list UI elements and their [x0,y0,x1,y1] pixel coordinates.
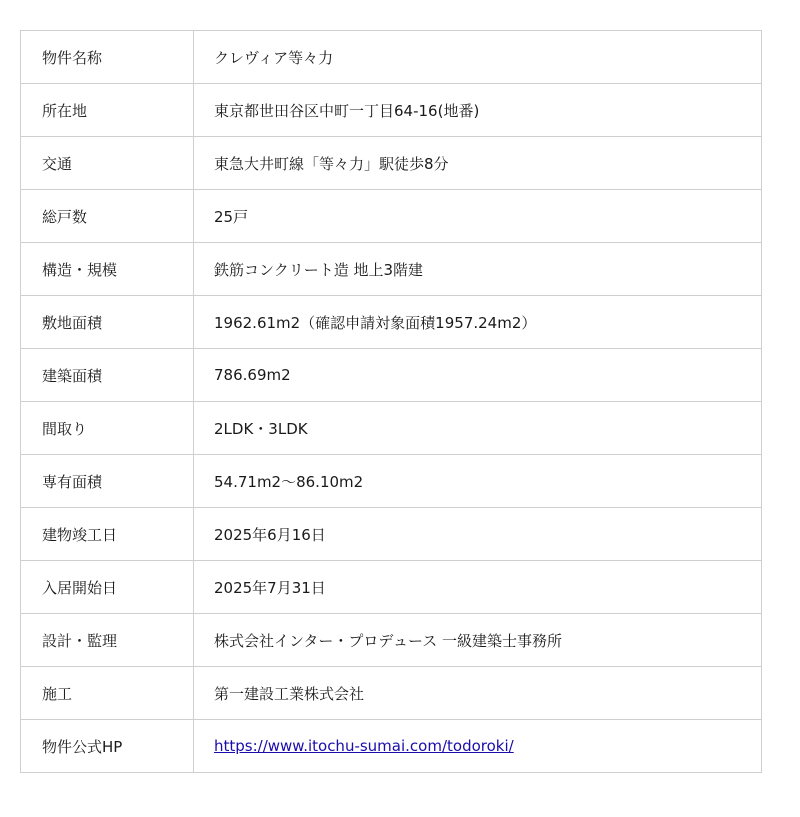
row-label-name: 物件名称 [21,31,194,84]
row-value-total-units: 25戸 [194,190,762,243]
table-row-move-in-date [21,561,762,614]
row-value-site-area: 1962.61m2（確認申請対象面積1957.24m2） [194,296,762,349]
row-label-transport: 交通 [21,137,194,190]
row-value-construction: 第一建設工業株式会社 [194,667,762,720]
table-row-transport [21,137,762,190]
row-value-structure: 鉄筋コンクリート造 地上3階建 [194,243,762,296]
row-label-structure: 構造・規模 [21,243,194,296]
table-row-structure [21,243,762,296]
table-row-construction [21,667,762,720]
table-row-name [21,31,762,84]
row-label-building-area: 建築面積 [21,349,194,402]
row-label-site-area: 敷地面積 [21,296,194,349]
row-label-floor-plan: 間取り [21,402,194,455]
row-label-design: 設計・監理 [21,614,194,667]
row-value-design: 株式会社インター・プロデュース 一級建築士事務所 [194,614,762,667]
table-row-official-site [21,720,762,773]
table-row-exclusive-area [21,455,762,508]
row-value-floor-plan: 2LDK・3LDK [194,402,762,455]
row-value-location: 東京都世田谷区中町一丁目64-16(地番) [194,84,762,137]
row-value-name: クレヴィア等々力 [194,31,762,84]
table-row-total-units [21,190,762,243]
row-value-building-area: 786.69m2 [194,349,762,402]
row-label-move-in-date: 入居開始日 [21,561,194,614]
row-value-completion-date: 2025年6月16日 [194,508,762,561]
table-row-location [21,84,762,137]
row-value-official-site [194,720,762,773]
row-value-transport: 東急大井町線「等々力」駅徒歩8分 [194,137,762,190]
table-row-building-area [21,349,762,402]
row-label-official-site: 物件公式HP [21,720,194,773]
row-label-location: 所在地 [21,84,194,137]
row-label-construction: 施工 [21,667,194,720]
table-row-design [21,614,762,667]
table-row-completion-date [21,508,762,561]
row-label-total-units: 総戸数 [21,190,194,243]
row-value-move-in-date: 2025年7月31日 [194,561,762,614]
property-spec-container [20,30,762,773]
row-label-completion-date: 建物竣工日 [21,508,194,561]
row-value-exclusive-area: 54.71m2～86.10m2 [194,455,762,508]
property-spec-table [20,30,762,773]
table-row-site-area [21,296,762,349]
row-label-exclusive-area: 専有面積 [21,455,194,508]
official-site-link[interactable]: https://www.itochu-sumai.com/todoroki/ [214,737,514,755]
table-row-floor-plan [21,402,762,455]
